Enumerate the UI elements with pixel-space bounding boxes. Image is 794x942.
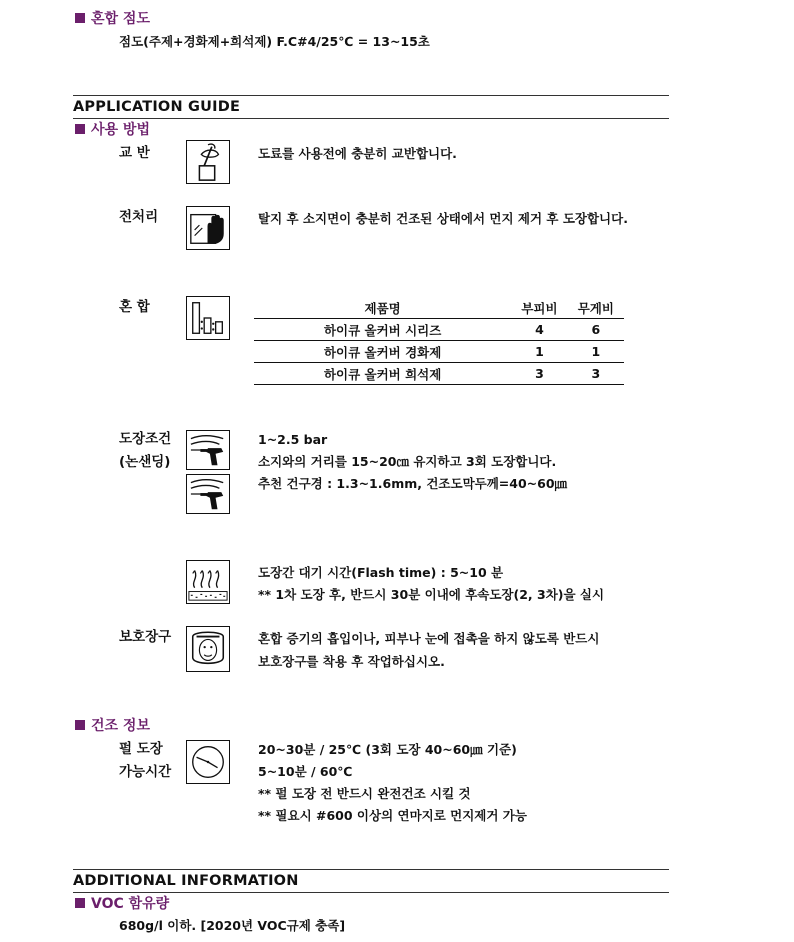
- voc-heading: VOC 함유량: [75, 895, 169, 913]
- divider-bottom: [73, 892, 669, 893]
- flash-time-text: 도장간 대기 시간(Flash time) : 5~10 분: [258, 565, 504, 580]
- painting-nozzle: 추천 건구경 : 1.3~1.6mm, 건조도막두께=40~60㎛: [258, 476, 568, 491]
- protection-label: 보호장구: [119, 629, 172, 645]
- voc-text: 680g/l 이하. [2020년 VOC규제 충족]: [119, 918, 346, 933]
- painting-conditions-label: 도장조건: [119, 431, 172, 447]
- header-product-name: 제품명: [254, 298, 511, 319]
- drying-time-60c: 5~10분 / 60℃: [258, 764, 353, 779]
- pretreatment-text: 탈지 후 소지면이 충분히 건조된 상태에서 먼지 제거 후 도장합니다.: [258, 211, 628, 226]
- volume-ratio: 1: [511, 341, 567, 363]
- painting-pressure: 1~2.5 bar: [258, 432, 328, 447]
- protection-text-2: 보호장구를 착용 후 작업하십시오.: [258, 654, 445, 669]
- mixing-viscosity-text: 점도(주제+경화제+희석제) F.C#4/25℃ = 13~15초: [119, 34, 430, 49]
- divider-top: [73, 95, 669, 96]
- mixing-ratio-table: [254, 298, 624, 385]
- drying-sublabel: 가능시간: [119, 764, 172, 780]
- drying-info-heading: 건조 정보: [75, 717, 150, 735]
- weight-ratio: 1: [568, 341, 624, 363]
- divider-top: [73, 869, 669, 870]
- header-weight-ratio: 무게비: [568, 298, 624, 319]
- mixing-viscosity-heading: 혼합 점도: [75, 10, 150, 28]
- mixing-label: 혼 합: [119, 299, 150, 315]
- spray-gun-icon: [186, 430, 230, 470]
- clock-icon: [186, 740, 230, 784]
- usage-heading: 사용 방법: [75, 121, 150, 139]
- stirring-icon: [186, 140, 230, 184]
- product-name: 하이큐 올커버 희석제: [254, 363, 511, 385]
- table-row: [254, 341, 624, 363]
- wiping-hand-icon: [186, 206, 230, 250]
- weight-ratio: 6: [568, 319, 624, 341]
- table-header-row: [254, 298, 624, 319]
- drying-label: 펄 도장: [119, 741, 163, 757]
- table-row: [254, 363, 624, 385]
- weight-ratio: 3: [568, 363, 624, 385]
- flash-time-note: ** 1차 도장 후, 반드시 30분 이내에 후속도장(2, 3차)을 실시: [258, 587, 605, 602]
- divider-bottom: [73, 118, 669, 119]
- face-shield-icon: [186, 626, 230, 672]
- application-guide-title: APPLICATION GUIDE: [73, 99, 241, 115]
- drying-note-2: ** 필요시 #600 이상의 연마지로 먼지제거 가능: [258, 808, 527, 823]
- section-marker-icon: [75, 720, 85, 730]
- flash-off-icon: [186, 560, 230, 604]
- pretreatment-label: 전처리: [119, 209, 159, 225]
- spray-gun-icon: [186, 474, 230, 514]
- volume-ratio: 3: [511, 363, 567, 385]
- table-row: [254, 319, 624, 341]
- stirring-text: 도료를 사용전에 충분히 교반합니다.: [258, 146, 457, 161]
- stirring-label: 교 반: [119, 145, 150, 161]
- volume-ratio: 4: [511, 319, 567, 341]
- drying-note-1: ** 펄 도장 전 반드시 완전건조 시킬 것: [258, 786, 471, 801]
- product-name: 하이큐 올커버 경화제: [254, 341, 511, 363]
- section-marker-icon: [75, 13, 85, 23]
- protection-text-1: 혼합 증기의 흡입이나, 피부나 눈에 접촉을 하지 않도록 반드시: [258, 631, 600, 646]
- product-name: 하이큐 올커버 시리즈: [254, 319, 511, 341]
- section-marker-icon: [75, 124, 85, 134]
- additional-information-title: ADDITIONAL INFORMATION: [73, 873, 299, 889]
- mixing-ratio-icon: [186, 296, 230, 340]
- painting-distance: 소지와의 거리를 15~20㎝ 유지하고 3회 도장합니다.: [258, 454, 557, 469]
- header-volume-ratio: 부피비: [511, 298, 567, 319]
- section-marker-icon: [75, 898, 85, 908]
- painting-conditions-sublabel: (논샌딩): [119, 454, 171, 470]
- drying-time-25c: 20~30분 / 25℃ (3회 도장 40~60㎛ 기준): [258, 742, 517, 757]
